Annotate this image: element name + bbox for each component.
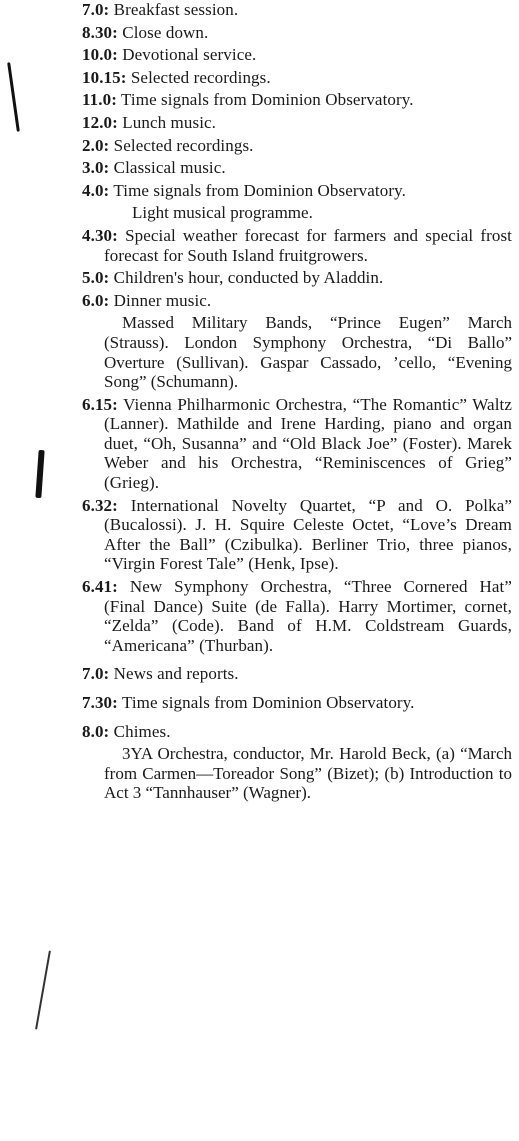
entry-text: Time signals from Dominion Observatory. [113,180,406,200]
program-entry [82,136,512,156]
program-entry [82,45,512,65]
entry-text: Classical music. [113,158,226,178]
program-listing [82,0,512,806]
entry-time: 8.0: [82,721,110,741]
entry-note: Light musical programme. [132,203,313,223]
program-entry [82,90,512,110]
entry-text: Selected recordings. [113,135,254,155]
entry-time: 4.30: [82,225,118,245]
entry-time: 3.0: [82,158,110,178]
entry-text: Selected recordings. [130,67,271,87]
entry-time: 8.30: [82,22,118,42]
entry-time: 4.0: [82,180,110,200]
entry-text: Time signals from Dominion Observatory. [121,90,414,110]
entry-text: Children's hour, conducted by Aladdin. [113,268,384,288]
entry-time: 6.41: [82,577,118,597]
entry-time: 2.0: [82,135,110,155]
entry-time: 7.30: [82,693,118,712]
entry-time: 10.15: [82,67,127,87]
program-entry [82,181,512,201]
entry-note: Massed Military Bands, “Prince Eugen” March (Strauss). London Symphony Orchestra, “Di Ballo” Overture (Sullivan). Gaspar Cassado, ’cello, “Evening Song” (Schumann). [104,313,512,392]
program-entry [82,23,512,43]
program-entry [82,722,512,742]
program-entry [82,395,512,493]
program-entry [82,664,512,684]
entry-text: Dinner music. [113,290,212,310]
entry-time: 11.0: [82,90,117,110]
margin-mark-top [7,62,20,132]
entry-time: 6.15: [82,394,118,414]
entry-time: 12.0: [82,112,118,132]
entry-time: 10.0: [82,45,118,65]
program-entry [82,291,512,311]
program-entry [82,158,512,178]
entry-time: 6.32: [82,495,118,515]
entry-text: Chimes. [113,721,171,741]
program-entry [82,226,512,265]
program-entry [82,268,512,288]
entry-text: Special weather forecast for farmers and special frost forecast for South Island fruitgrowers. [104,225,512,265]
program-entry [82,0,512,20]
entry-text: Devotional service. [122,45,257,65]
margin-mark-middle [35,450,44,498]
program-entry [82,68,512,88]
entry-text: Close down. [122,22,209,42]
margin-mark-bottom [35,950,51,1029]
program-entry [82,496,512,574]
program-entry [82,113,512,133]
entry-time: 7.0: [82,0,110,19]
entry-text: Lunch music. [122,112,217,132]
program-entry [82,693,512,713]
entry-note: 3YA Orchestra, conductor, Mr. Harold Beck, (a) “March from Carmen—Toreador Song” (Bizet); (b) Introduction to Act 3 “Tannhauser” (Wagner). [104,744,512,803]
entry-text: Time signals from Dominion Observatory. [121,693,415,712]
entry-text: Vienna Philharmonic Orchestra, “The Romantic” Waltz (Lanner). Mathilde and Irene Harding, piano and organ duet, “Oh, Susanna” and “Old Black Joe” (Foster). Marek Weber and his Orchestra, “Reminiscences of Grieg” (Grieg). [104,394,512,493]
entry-time: 5.0: [82,268,110,288]
entry-text: Breakfast session. [113,0,239,19]
entry-time: 6.0: [82,290,110,310]
entry-text: International Novelty Quartet, “P and O. Polka” (Bucalossi). J. H. Squire Celeste Octet, “Love’s Dream After the Ball” (Czibulka). Berliner Trio, three pianos, “Virgin Forest Tale” (Henk, Ipse). [104,495,512,574]
entry-text: New Symphony Orchestra, “Three Cornered Hat” (Final Dance) Suite (de Falla). Harry Mortimer, cornet, “Zelda” (Code). Band of H.M. Coldstream Guards, “Americana” (Thurban). [104,577,512,655]
entry-text: News and reports. [113,664,239,684]
entry-time: 7.0: [82,664,110,684]
program-entry [82,577,512,655]
